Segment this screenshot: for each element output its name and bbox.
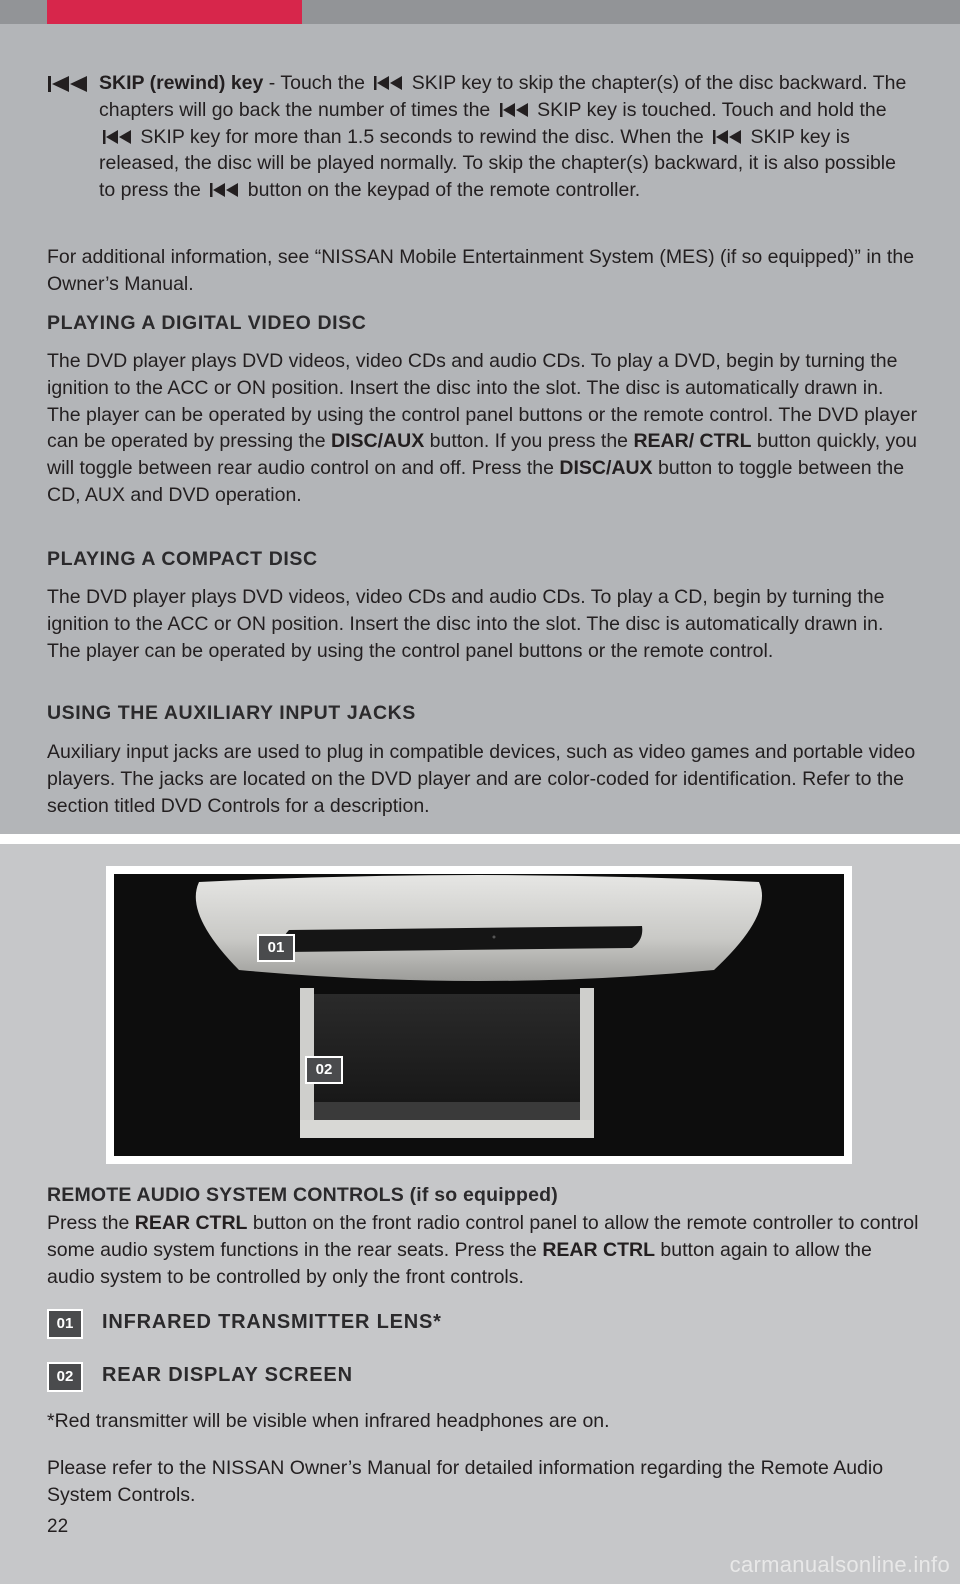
refer-paragraph: Please refer to the NISSAN Owner’s Manual for detailed information regarding the Remote Audio System Controls. — [47, 1457, 884, 1506]
remote-heading: REMOTE AUDIO SYSTEM CONTROLS (if so equipped) — [47, 1184, 558, 1206]
dvd-text-2: button. If you press the — [424, 430, 634, 453]
cd-paragraph: The DVD player plays DVD videos, video CDs and audio CDs. To play a CD, begin by turning the ignition to the ACC or ON position. Insert the disc into the slot. The disc is automatically drawn in. The player can be operated by using the control panel buttons or the remote control. — [47, 586, 885, 662]
legend-label: INFRARED TRANSMITTER LENS* — [102, 1311, 442, 1333]
remote-text-1: Press the — [47, 1212, 135, 1234]
aux-heading: USING THE AUXILIARY INPUT JACKS — [47, 702, 416, 724]
skip-text-3: SKIP key is touched. Touch and hold the — [531, 98, 887, 121]
skip-rewind-icon — [102, 129, 132, 145]
callout-02: 02 — [305, 1056, 343, 1084]
skip-rewind-block — [47, 70, 917, 204]
skip-text-1: - Touch the — [263, 72, 371, 94]
cd-heading: PLAYING A COMPACT DISC — [47, 548, 318, 570]
callout-01: 01 — [257, 934, 295, 962]
dvd-disc-aux-1: DISC/AUX — [331, 430, 425, 453]
skip-text-2: SKIP key to skip the chapter(s) of the disc backward. The chapters will go back the number of times the — [99, 72, 907, 121]
remote-rear-ctrl-2: REAR CTRL — [542, 1238, 655, 1261]
dvd-text-4: button to toggle between the CD, AUX and DVD operation. — [47, 457, 905, 506]
dvd-player-illustration — [114, 874, 844, 1156]
skip-rewind-icon — [47, 74, 89, 94]
additional-info-paragraph: For additional information, see “NISSAN Mobile Entertainment System (MES) (if so equipped)” in the Owner’s Manual. — [47, 246, 915, 295]
remote-rear-ctrl-1: REAR CTRL — [134, 1212, 248, 1234]
skip-text-6: button on the keypad of the remote controller. — [242, 179, 641, 202]
skip-rewind-icon — [499, 102, 529, 118]
legend-badge: 02 — [47, 1362, 83, 1392]
skip-title: SKIP (rewind) key — [99, 72, 264, 94]
remote-paragraph — [47, 1210, 922, 1290]
legend-label: REAR DISPLAY SCREEN — [102, 1364, 353, 1386]
skip-text-5: SKIP key is released, the disc will be played normally. To skip the chapter(s) backward, it is also possible to press the — [99, 125, 896, 202]
skip-text-4: SKIP key for more than 1.5 seconds to rewind the disc. When the — [135, 125, 710, 148]
dvd-rear-ctrl: REAR/ CTRL — [633, 430, 752, 453]
page-number: 22 — [47, 1516, 69, 1537]
skip-rewind-icon — [712, 129, 742, 145]
skip-rewind-icon — [373, 75, 403, 91]
remote-text-2: button on the front radio control panel to allow the remote controller to control some audio system functions in the rear seats. Press the — [47, 1212, 919, 1261]
section-divider — [0, 834, 960, 844]
section-tab — [47, 0, 302, 24]
dvd-text-1: The DVD player plays DVD videos, video CDs and audio CDs. To play a DVD, begin by turning the ignition to the ACC or ON position. Insert the disc into the slot. The disc is automatically drawn in. The player can be operated by using the control panel buttons or the remote control. The DVD player can be operated by pressing the — [47, 350, 918, 453]
remote-text-3: button again to allow the audio system to be controlled by only the front controls. — [47, 1238, 872, 1288]
dvd-heading: PLAYING A DIGITAL VIDEO DISC — [47, 312, 367, 334]
legend-badge: 01 — [47, 1309, 83, 1339]
dvd-disc-aux-2: DISC/AUX — [559, 457, 653, 480]
dvd-player-photo — [114, 874, 844, 1156]
dvd-paragraph — [47, 348, 922, 509]
aux-paragraph: Auxiliary input jacks are used to plug in compatible devices, such as video games and portable video players. The jacks are located on the DVD player and are color-coded for identification. Refer to the section titled DVD Controls for a description. — [47, 741, 916, 817]
dvd-player-photo-frame — [106, 866, 852, 1164]
skip-rewind-icon — [209, 182, 239, 198]
footnote: *Red transmitter will be visible when infrared headphones are on. — [47, 1410, 610, 1432]
skip-rewind-paragraph — [99, 70, 917, 204]
dvd-text-3: button quickly, you will toggle between rear audio control on and off. Press the — [47, 430, 917, 480]
watermark: carmanualsonline.info — [729, 1552, 950, 1577]
